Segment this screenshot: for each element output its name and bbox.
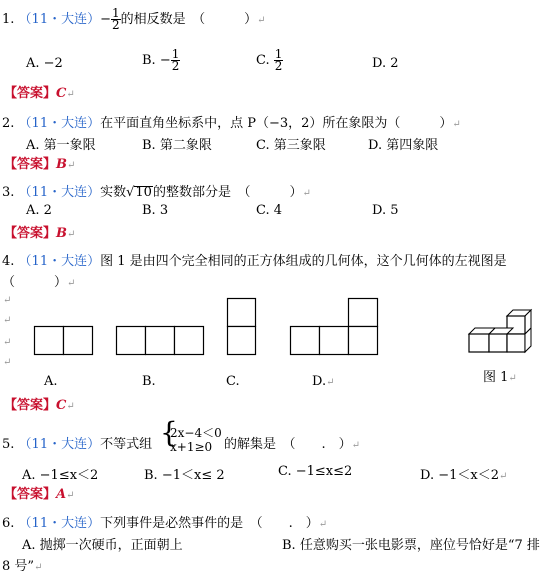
q1-number: 1. [2,12,15,27]
q1-source-tag: （11・大连） [18,12,101,27]
q2-option-d: D. 第四象限 [368,138,439,153]
return-mark: ↵ [3,357,12,368]
q6-option-b-cont: 8 号”↵ [2,559,43,574]
q4-option-b: B. [142,374,156,389]
q2-stem-text: 在平面直角坐标系中，点 P（−3，2）所在象限为（ ） [100,116,453,131]
q4-figure-c [227,298,259,356]
q4-figure-d [290,298,380,356]
q1-option-b: B. − $\frac{1}{2}$ [142,47,180,73]
q1-option-c: C. $\frac{1}{2}$ [256,47,283,73]
q5-ineq-2: x+1≥0 [170,440,213,454]
q3-option-a: A. 2 [26,203,52,218]
q4-answer: 【答案】C↵ [4,398,75,413]
q3-option-d: D. 5 [372,203,399,218]
q2-answer: 【答案】B↵ [4,157,76,172]
q4-figure-b [116,326,206,356]
q6-option-a: A. 抛掷一次硬币，正面朝上 [22,538,183,553]
q4-figure-1-solid [467,308,537,358]
q1-stem-text: 的相反数是 （ ） [120,12,258,27]
q1-option-d: D. 2 [372,56,399,71]
q4-option-c: C. [226,374,240,389]
q3-stem: 3. （11・大连）实数√10的整数部分是 （ ）↵ [2,185,311,200]
q4-figure-caption: 图 1↵ [483,370,517,385]
q4-figure-a [34,326,96,356]
q3-radical: 10 [135,185,152,200]
q4-stem-line1: 4. （11・大连）图 1 是由四个完全相同的正方体组成的几何体，这个几何体的左视图是 [2,254,507,269]
q5-brace: { [160,416,178,449]
q2-stem: 2. （11・大连）在平面直角坐标系中，点 P（−3，2）所在象限为（ ）↵ [2,116,461,131]
q5-stem-tail: 的解集是 （ . ）↵ [224,437,361,452]
q1-fraction: $\frac{1}{2}$ [112,6,120,32]
q5-stem: 5. （11・大连）不等式组 [2,437,153,452]
q5-option-a: A. −1≤x＜2 [22,468,99,483]
q1-minus: − [100,12,111,27]
q5-ineq-1: 2x−4＜0 [170,426,222,440]
q5-answer: 【答案】A↵ [4,487,75,502]
q3-option-c: C. 4 [256,203,283,218]
q3-option-b: B. 3 [142,203,169,218]
q5-option-d: D. −1＜x＜2↵ [420,468,508,483]
q3-answer: 【答案】B↵ [4,226,76,241]
return-mark: ↵ [3,295,12,306]
q1-option-a: A. −2 [26,56,63,71]
q5-option-b: B. −1＜x≤ 2 [144,468,225,483]
q5-option-c: C. −1≤x≤2 [278,464,353,479]
return-mark: ↵ [3,337,12,348]
q2-option-c: C. 第三象限 [256,138,326,153]
q2-option-a: A. 第一象限 [26,138,96,153]
q4-option-d: D.↵ [312,374,335,389]
return-mark: ↵ [257,15,266,26]
q4-stem-line2: （ ）↵ [2,275,76,290]
q6-stem: 6. （11・大连）下列事件是必然事件的是 （ . ）↵ [2,516,328,531]
q1-stem [2,8,266,31]
q6-option-b: B. 任意购买一张电影票，座位号恰好是“7 排 [282,538,540,553]
q1-answer: 【答案】C↵ [4,86,75,101]
q2-option-b: B. 第二象限 [142,138,212,153]
return-mark: ↵ [3,315,12,326]
q4-option-a: A. [44,374,58,389]
